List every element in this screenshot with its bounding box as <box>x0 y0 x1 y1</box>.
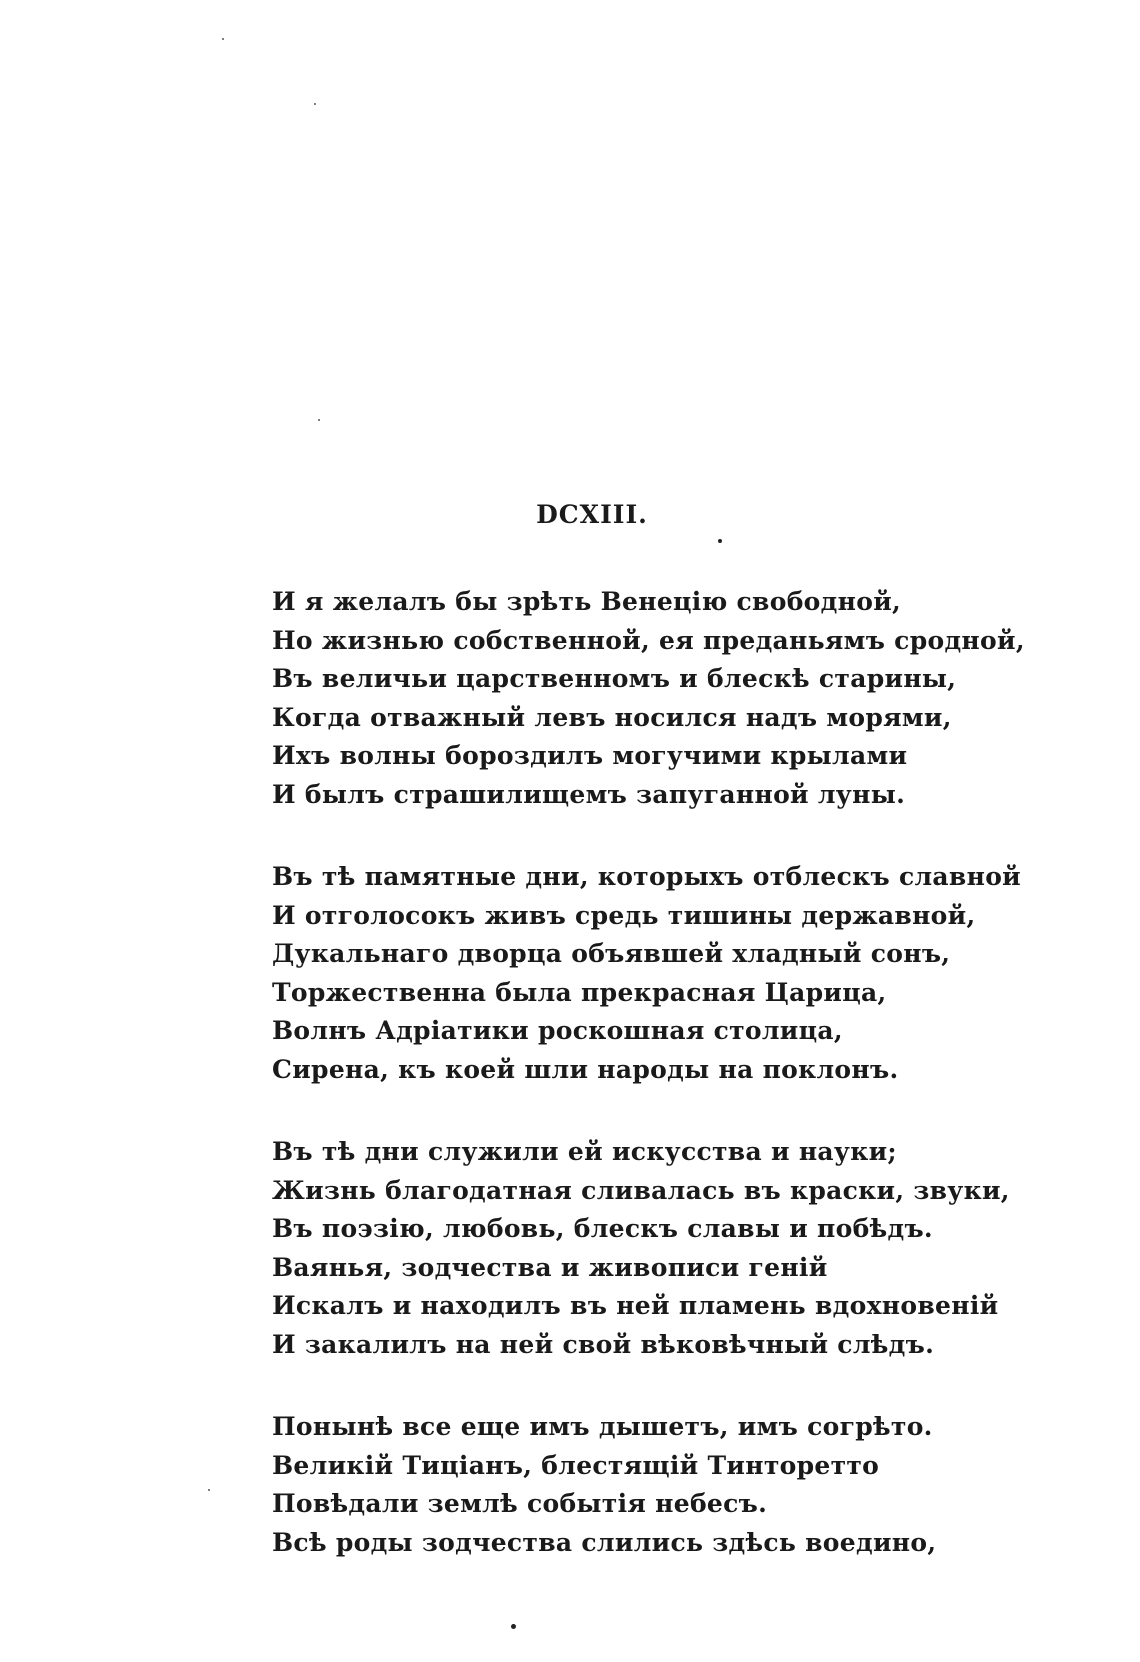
verse-line: Искалъ и находилъ въ ней пламень вдохновеній <box>272 1291 999 1320</box>
poem-number-heading: DCXIII. <box>536 500 648 529</box>
verse-line: Волнъ Адріатики роскошная столица, <box>272 1016 843 1045</box>
verse-line: Когда отважный левъ носился надъ морями, <box>272 702 952 732</box>
verse-line: Великій Тиціанъ, блестящій Тинторетто <box>272 1450 880 1480</box>
stanza <box>272 1408 972 1562</box>
verse-line: Въ тѣ дни служили ей искусства и науки; <box>272 1137 897 1166</box>
verse-line: Ваянья, зодчества и живописи геній <box>272 1252 828 1282</box>
verse-line: Торжественна была прекрасная Царица, <box>272 977 887 1007</box>
stanza <box>272 1133 1010 1364</box>
verse-line: Но жизнью собственной, ея преданьямъ сродной, <box>272 625 1025 655</box>
verse-line: И закалилъ на ней свой вѣковѣчный слѣдъ. <box>272 1329 935 1359</box>
verse-line: Въ поэзію, любовь, блескъ славы и побѣдъ. <box>272 1214 933 1243</box>
print-speck <box>208 1489 210 1491</box>
verse-line: Въ тѣ памятные дни, которыхъ отблескъ славной <box>272 862 1022 891</box>
verse-line: Всѣ роды зодчества слились здѣсь воедино, <box>272 1527 937 1557</box>
verse-line: Дукальнаго дворца объявшей хладный сонъ, <box>272 939 951 968</box>
verse-line: Ихъ волны бороздилъ могучими крылами <box>272 741 908 770</box>
verse-line: И былъ страшилищемъ запуганной луны. <box>272 779 906 809</box>
print-speck <box>318 419 320 421</box>
poem-body <box>272 583 1025 1606</box>
verse-line: И отголосокъ живъ средь тишины державной, <box>272 900 976 930</box>
verse-line: Повѣдали землѣ событія небесъ. <box>272 1489 768 1518</box>
verse-line: Сирена, къ коей шли народы на поклонъ. <box>272 1054 899 1084</box>
stanza <box>272 583 1025 814</box>
stanza <box>272 858 1022 1089</box>
print-speck <box>511 1624 516 1629</box>
print-speck <box>314 103 316 105</box>
verse-line: Понынѣ все еще имъ дышетъ, имъ согрѣто. <box>272 1412 933 1441</box>
print-speck <box>222 38 224 40</box>
verse-line: И я желалъ бы зрѣть Венецію свободной, <box>272 587 902 616</box>
print-speck <box>718 539 722 543</box>
verse-line: Въ величьи царственномъ и блескѣ старины, <box>272 664 957 693</box>
verse-line: Жизнь благодатная сливалась въ краски, звуки, <box>272 1175 1010 1205</box>
